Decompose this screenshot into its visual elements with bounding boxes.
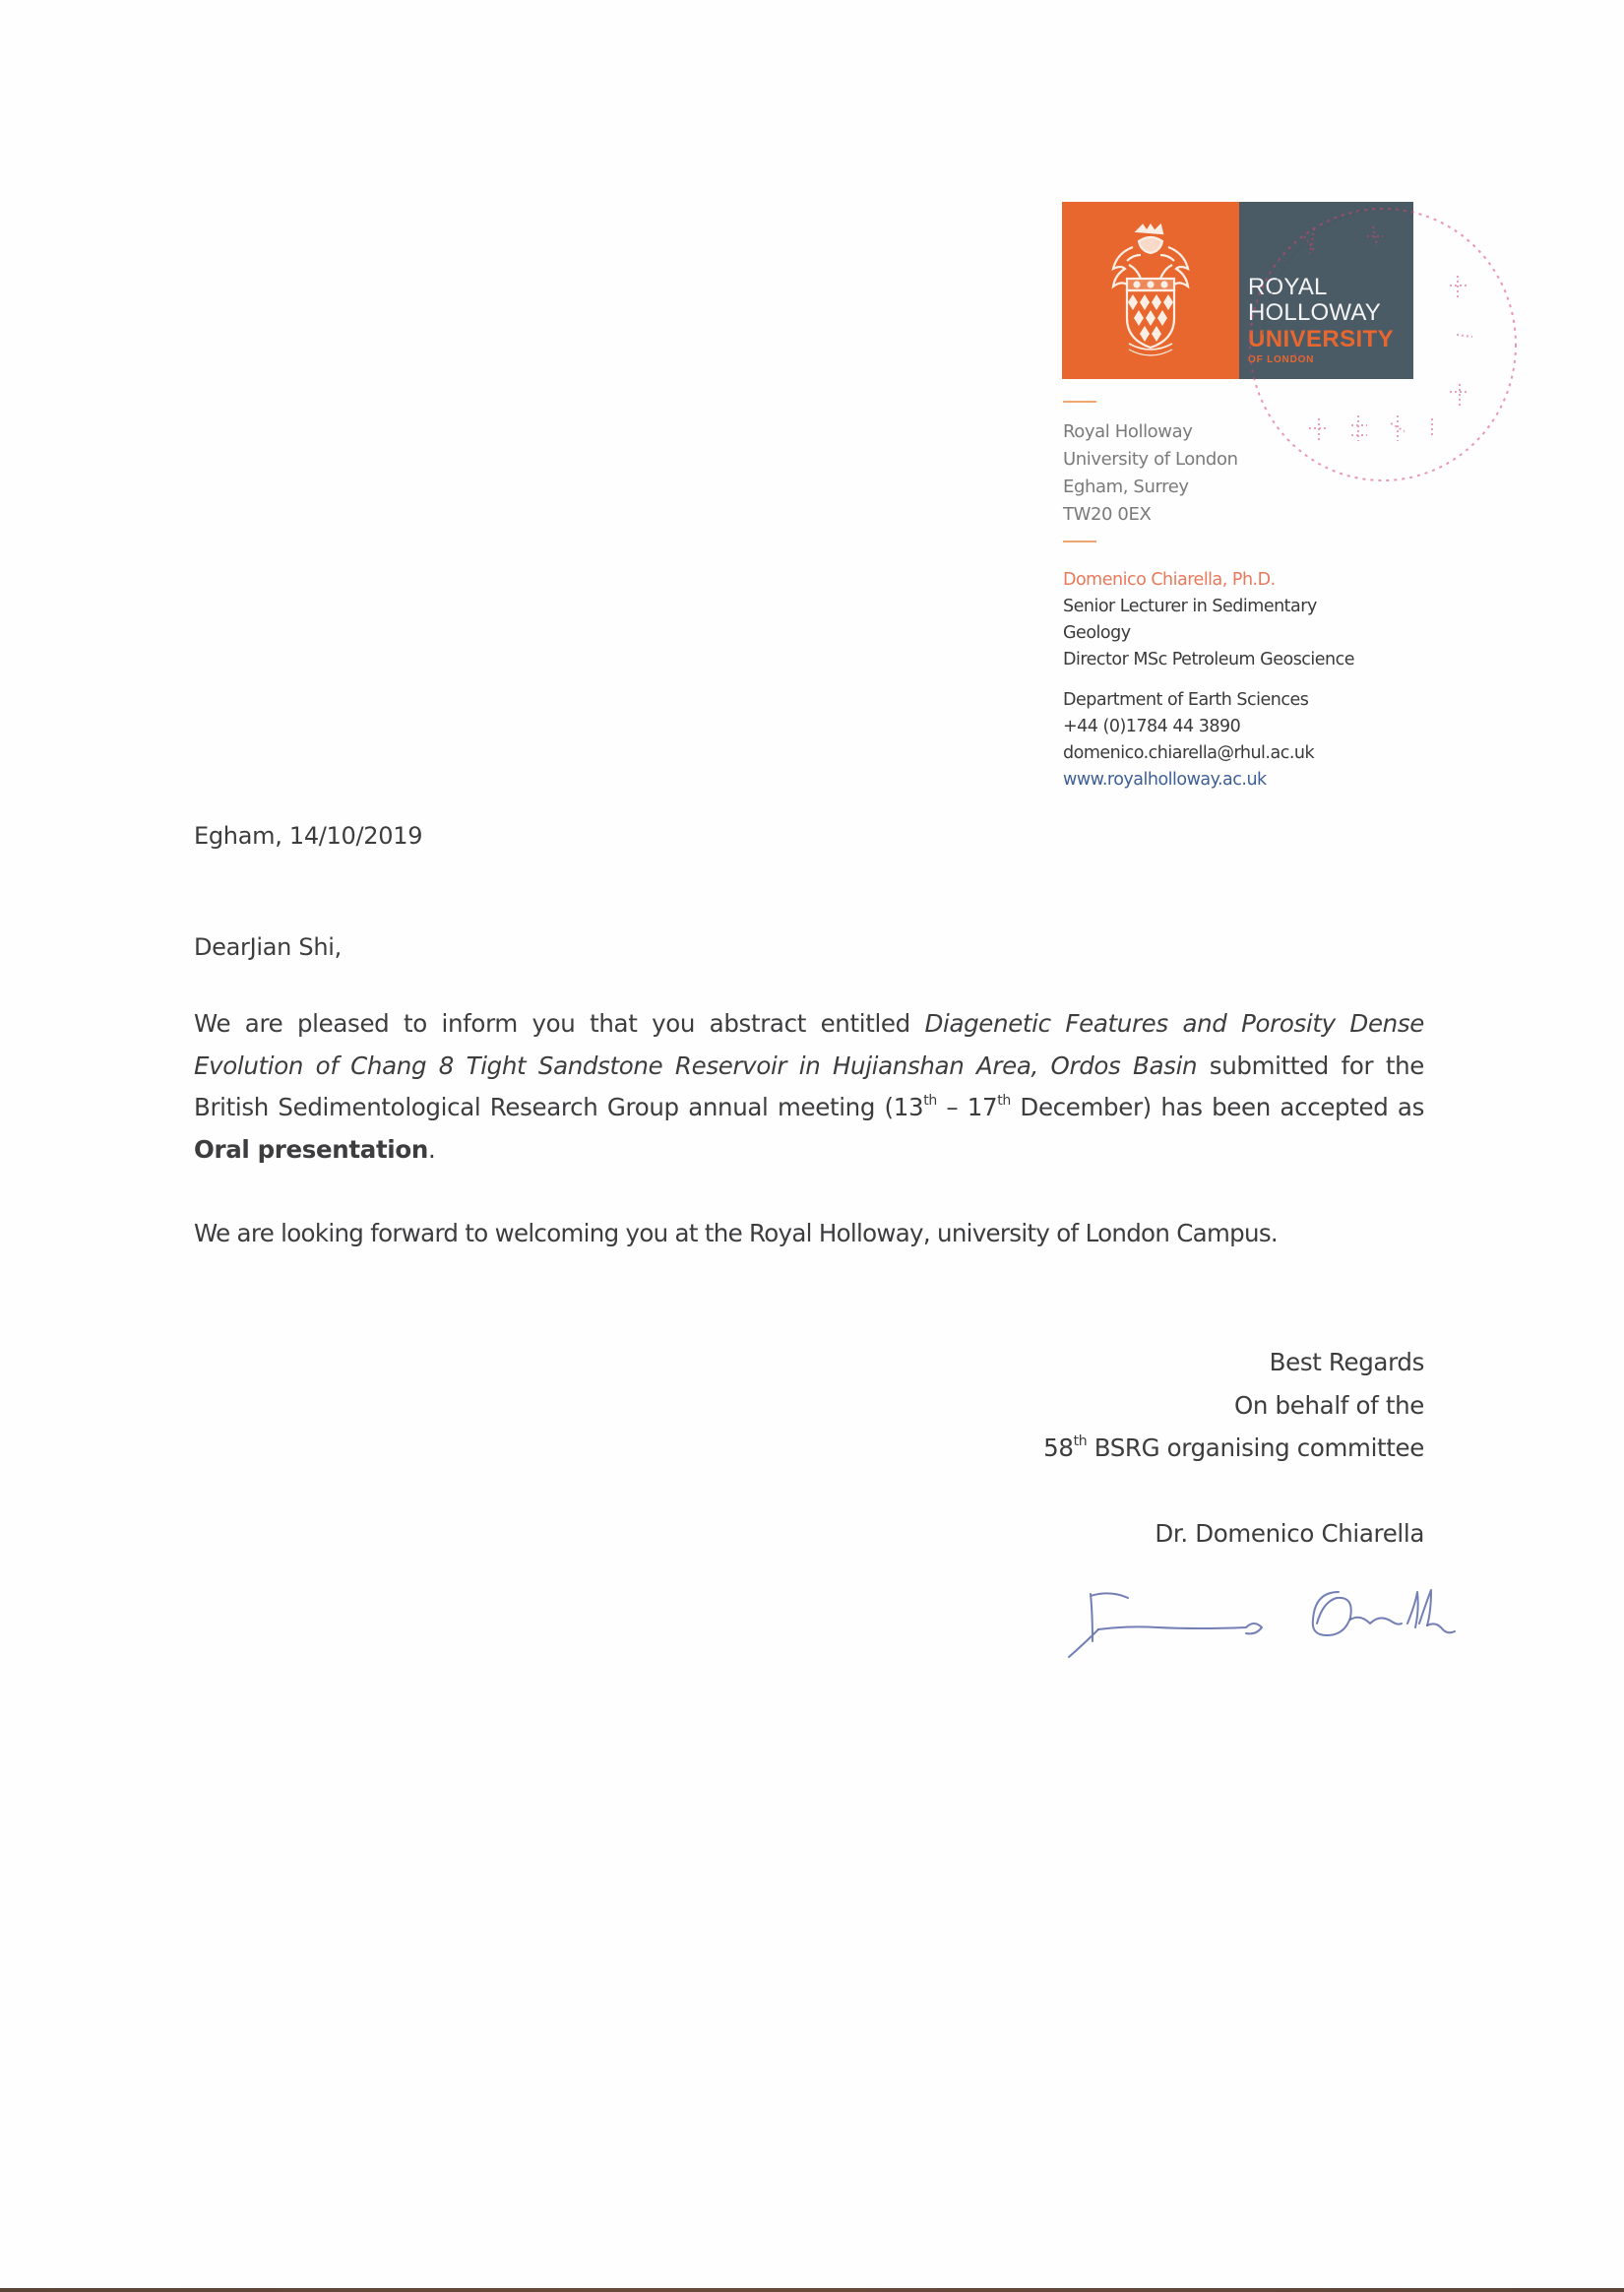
signatory-name: Dr. Domenico Chiarella	[1155, 1518, 1424, 1548]
presentation-format: Oral presentation	[194, 1134, 428, 1164]
ordinal-suffix: th	[1073, 1432, 1088, 1449]
university-address	[1063, 418, 1238, 529]
salutation: DearJian Shi,	[194, 933, 342, 961]
sender-title: Director MSc Petroleum Geoscience	[1063, 650, 1355, 669]
sender-contact-block	[1063, 567, 1354, 794]
address-line: Egham, Surrey	[1063, 477, 1189, 497]
address-line: University of London	[1063, 449, 1238, 470]
sender-title: Geology	[1063, 623, 1131, 643]
spacer	[1063, 673, 1354, 687]
acceptance-paragraph	[194, 1003, 1424, 1171]
crest-icon	[1103, 222, 1198, 359]
address-line: Royal Holloway	[1063, 421, 1193, 442]
orange-divider	[1063, 401, 1096, 403]
logo-text-holloway: HOLLOWAY	[1248, 299, 1381, 326]
orange-divider	[1063, 541, 1096, 542]
end-day: 17	[967, 1093, 998, 1121]
royal-holloway-logo	[1062, 202, 1413, 379]
sender-department: Department of Earth Sciences	[1063, 690, 1309, 710]
abstract-title: Diagenetic Features and Porosity Dense Evolution of Chang 8 Tight Sandstone Reservoir in Hujianshan Area, Ordos Basin	[194, 1009, 1424, 1080]
edition-number: 58	[1043, 1433, 1074, 1462]
letter-date: Egham, 14/10/2019	[194, 822, 423, 850]
logo-crest-panel	[1062, 202, 1239, 379]
closing-behalf: On behalf of the	[1234, 1390, 1424, 1420]
paragraph-text: We are pleased to inform you that you abstract entitled	[194, 1009, 925, 1038]
closing-block	[1043, 1341, 1424, 1555]
paragraph-text: .	[427, 1134, 436, 1164]
date-range-dash: –	[936, 1093, 968, 1121]
logo-text-panel	[1239, 202, 1413, 379]
website-link[interactable]: www.royalholloway.ac.uk	[1063, 770, 1267, 790]
sender-title: Senior Lecturer in Sedimentary	[1063, 597, 1317, 616]
sender-email-link[interactable]: domenico.chiarella@rhul.ac.uk	[1063, 743, 1315, 763]
logo-text-of-london: OF LONDON	[1248, 354, 1315, 365]
closing-regards: Best Regards	[1269, 1348, 1424, 1376]
scan-edge	[0, 2288, 1624, 2292]
start-day: 13	[893, 1093, 924, 1121]
ordinal-suffix: th	[923, 1092, 937, 1109]
sender-name: Domenico Chiarella, Ph.D.	[1063, 570, 1276, 590]
paragraph-text: submitted for the British Sedimentological Research Group annual meeting (	[194, 1050, 1424, 1121]
logo-text-royal: ROYAL	[1248, 274, 1328, 300]
ordinal-suffix: th	[997, 1092, 1011, 1109]
spacer	[1043, 1470, 1424, 1512]
paragraph-text: December) has been accepted as	[1010, 1093, 1424, 1121]
sender-phone: +44 (0)1784 44 3890	[1063, 717, 1241, 736]
logo-text-university: UNIVERSITY	[1248, 326, 1395, 352]
committee-name: BSRG organising committee	[1087, 1433, 1424, 1462]
address-line: TW20 0EX	[1063, 504, 1152, 525]
signature-icon	[1043, 1570, 1476, 1659]
welcome-paragraph: We are looking forward to welcoming you at the Royal Holloway, university of London Campus.	[194, 1219, 1278, 1247]
closing-committee	[1043, 1427, 1424, 1470]
